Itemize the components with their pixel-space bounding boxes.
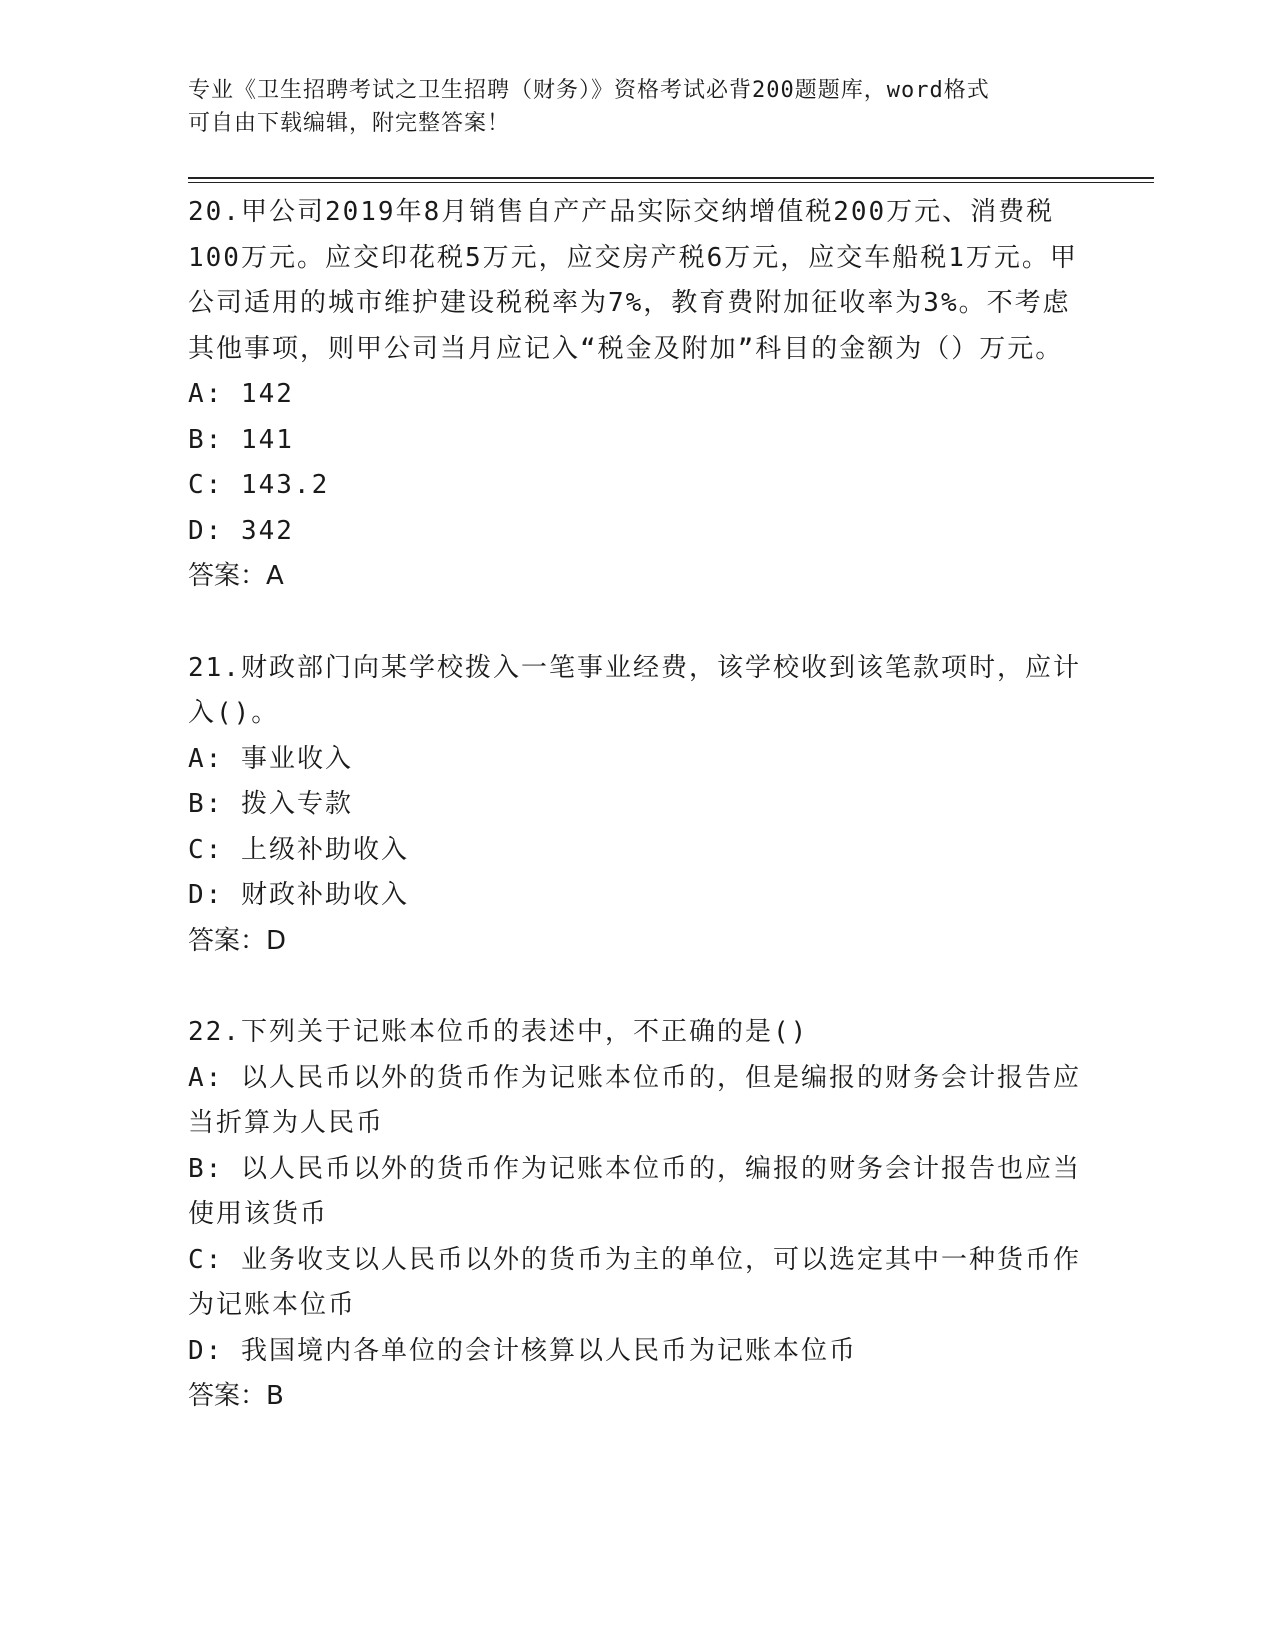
question-stem: 20.甲公司2019年8月销售自产产品实际交纳增值税200万元、消费税100万元。应交印花税5万元，应交房产税6万元，应交车船税1万元。甲公司适用的城市维护建设税税率为7%，教育费附加征收率为3%。不考虑其他事项，则甲公司当月应记入“税金及附加”科目的金额为（）万元。 (188, 197, 1078, 364)
option-a: A: 142 (188, 379, 294, 409)
question-stem: 21.财政部门向某学校拨入一笔事业经费，该学校收到该笔款项时，应计入()。 (188, 652, 1081, 728)
option-c: C: 143.2 (188, 470, 330, 500)
option-c: C: 业务收支以人民币以外的货币为主的单位，可以选定其中一种货币作为记账本位币 (188, 1244, 1081, 1320)
option-d: D: 342 (188, 515, 294, 546)
option-b: B: 141 (188, 424, 294, 455)
option-b: B: 以人民币以外的货币作为记账本位币的，编报的财务会计报告也应当使用该货币 (188, 1153, 1081, 1229)
option-b: B: 拨入专款 (188, 789, 353, 819)
question-stem: 22.下列关于记账本位币的表述中，不正确的是() (188, 1017, 809, 1047)
option-d: D: 财政补助收入 (188, 880, 409, 910)
question-20 (188, 190, 1088, 600)
answer-label: 答案：A (188, 561, 284, 591)
option-d: D: 我国境内各单位的会计核算以人民币为记账本位币 (188, 1335, 857, 1366)
header-divider-thick (188, 177, 1154, 179)
header-line-1: 专业《卫生招聘考试之卫生招聘（财务）》资格考试必背200题题库，word格式 (188, 78, 990, 103)
option-a: A: 以人民币以外的货币作为记账本位币的，但是编报的财务会计报告应当折算为人民币 (188, 1062, 1081, 1138)
option-a: A: 事业收入 (188, 743, 353, 774)
answer-label: 答案：D (188, 925, 287, 956)
question-list (188, 190, 1088, 1466)
header-line-2: 可自由下载编辑，附完整答案！ (188, 111, 511, 136)
option-c: C: 上级补助收入 (188, 834, 409, 865)
header-divider-thin (188, 182, 1154, 183)
answer-label: 答案：B (188, 1381, 284, 1411)
document-header (188, 74, 1088, 140)
question-21 (188, 646, 1088, 965)
question-22 (188, 1010, 1088, 1420)
